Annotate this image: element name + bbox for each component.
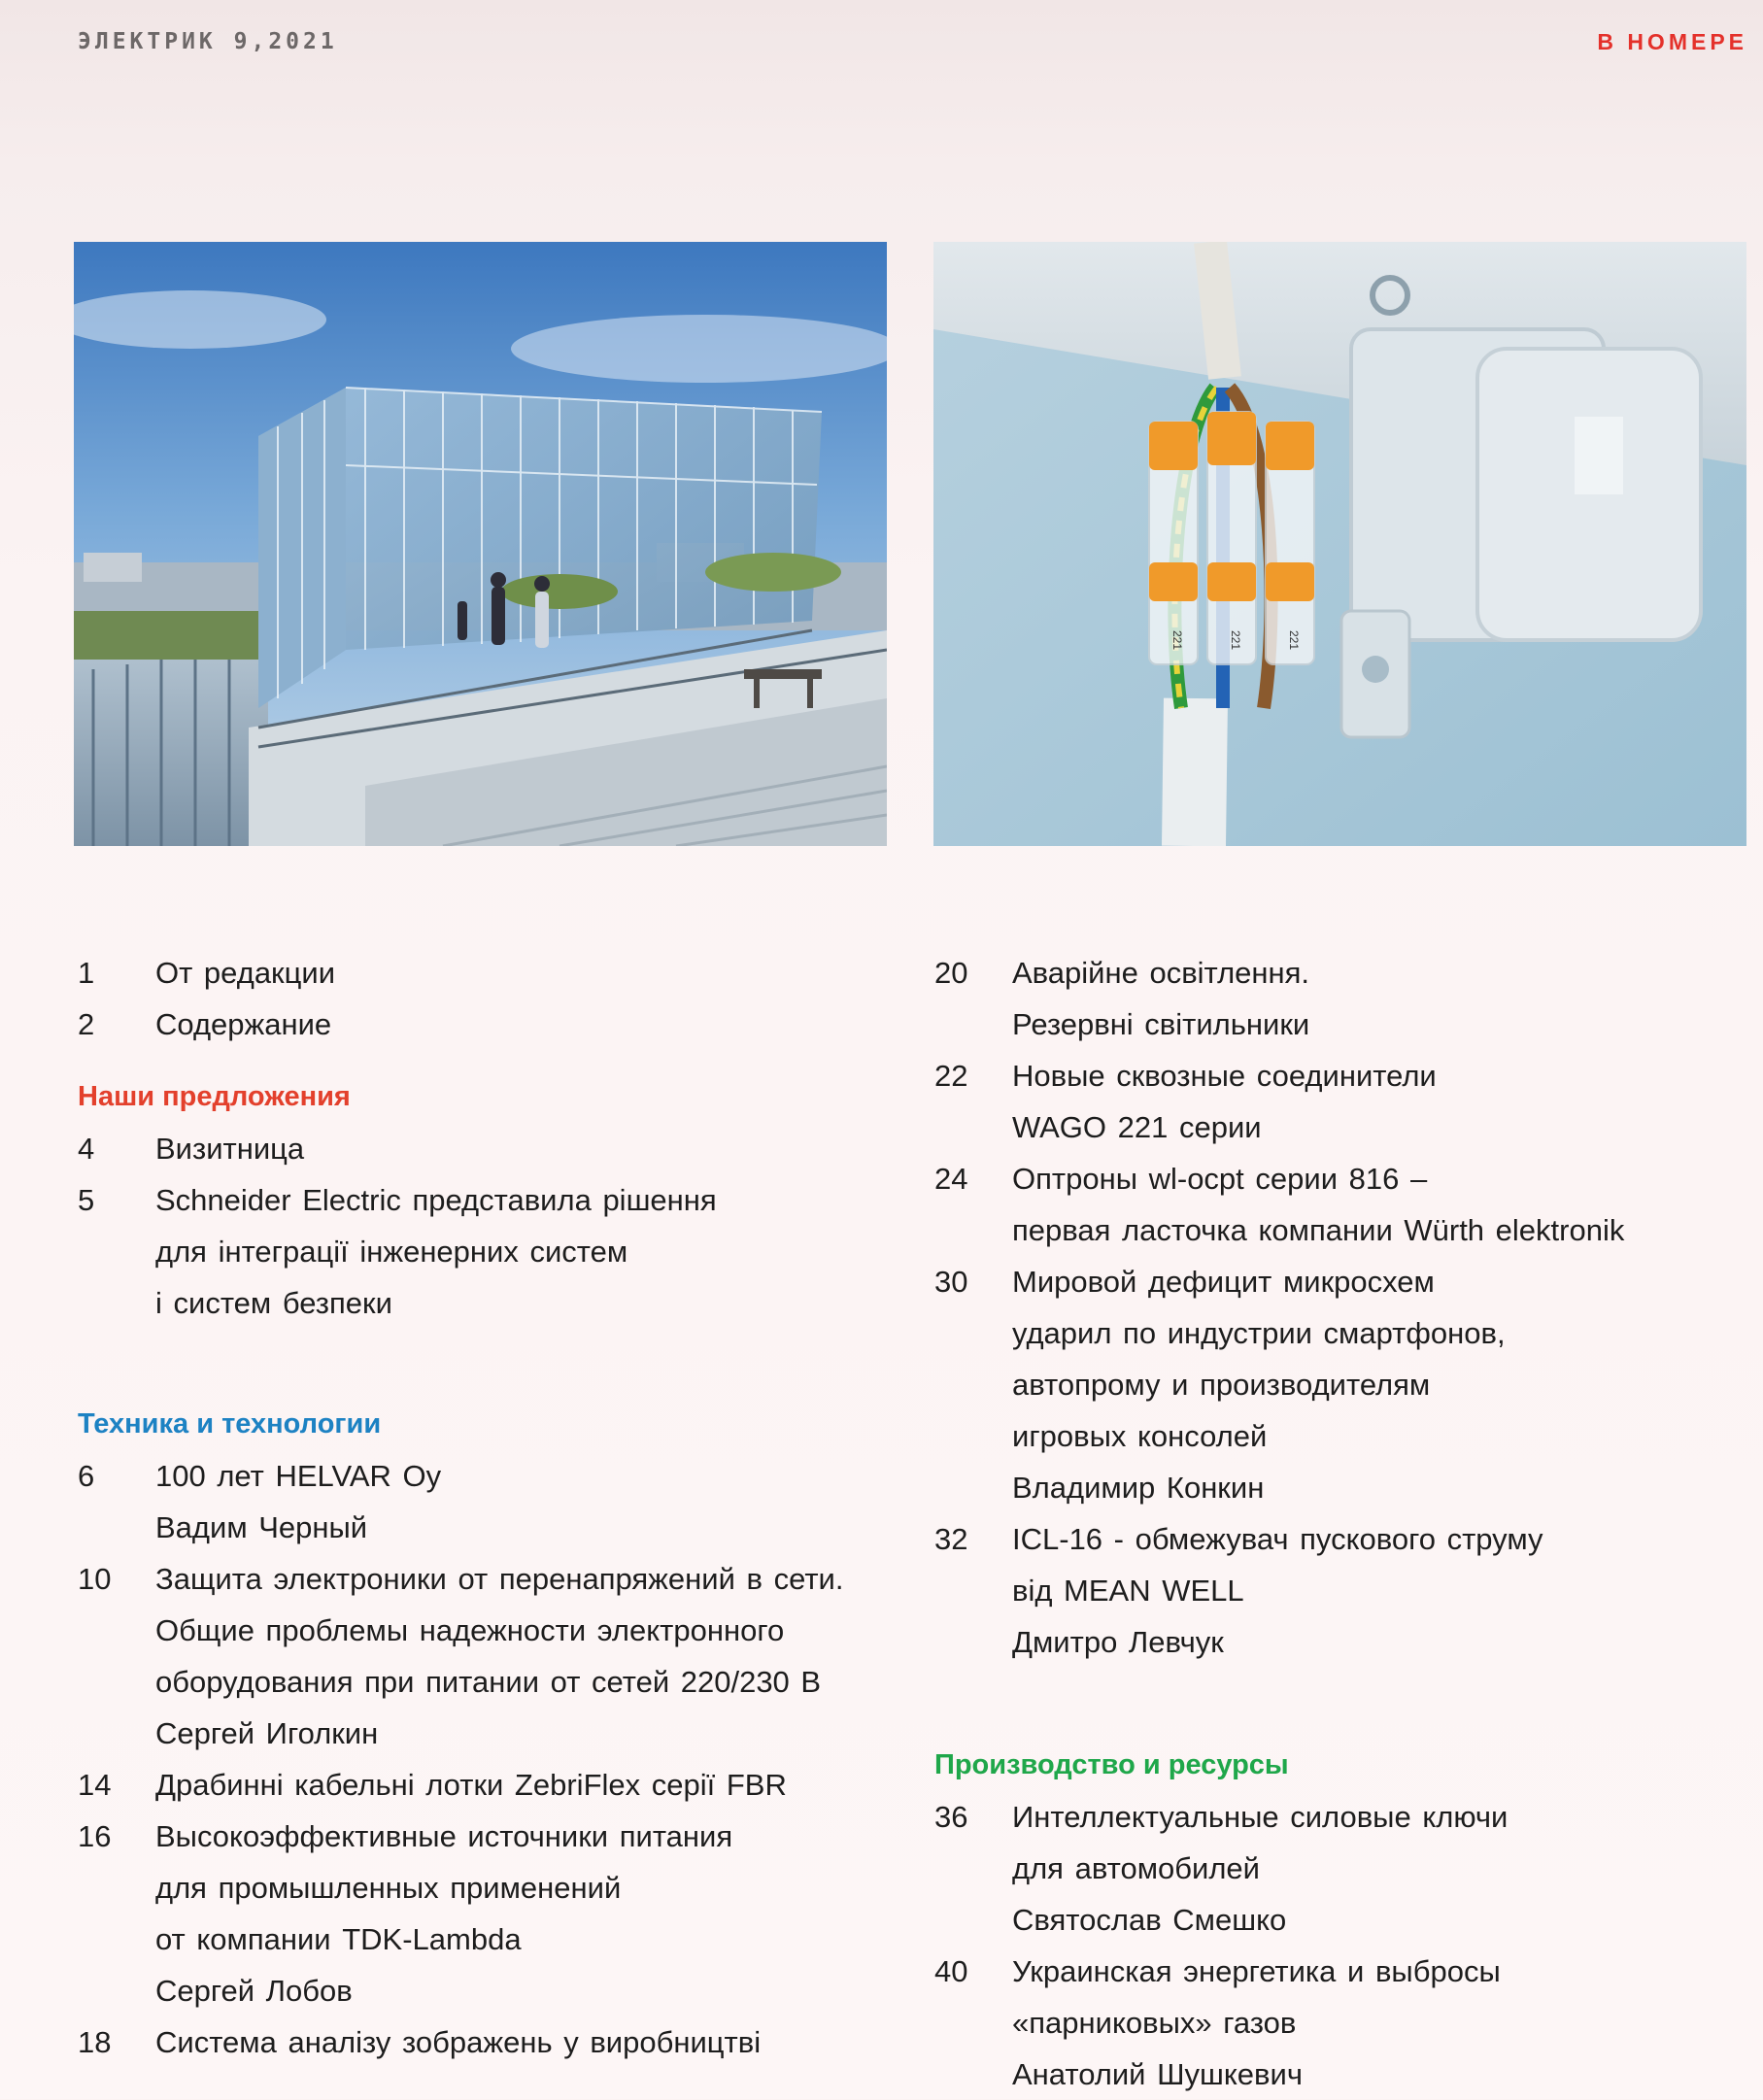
section-label: В НОМЕРЕ (1597, 29, 1747, 54)
toc-entry[interactable] (934, 1791, 1731, 1946)
toc-entry-title-line: Высокоэффективные источники питания (155, 1819, 733, 1853)
page-number: 6 (78, 1459, 95, 1493)
section-heading: Техника и технологии (78, 1408, 382, 1440)
toc-entry-title-line: для автомобилей (1012, 1851, 1260, 1885)
toc-entry-title-line: от компании TDK-Lambda (155, 1922, 522, 1956)
toc-entry-title-line: Украинская энергетика и выбросы (1012, 1954, 1501, 1988)
toc-entry-title-line: і систем безпеки (155, 1286, 392, 1320)
page-number: 36 (934, 1800, 968, 1834)
toc-entry[interactable] (78, 1811, 913, 2016)
connector-label: 221 (1287, 629, 1301, 651)
toc-entry[interactable] (78, 2016, 913, 2068)
building-photo (74, 242, 887, 846)
toc-entry-title-line: Интеллектуальные силовые ключи (1012, 1800, 1509, 1834)
toc-entry-title-line: Владимир Конкин (1012, 1471, 1265, 1505)
toc-entry[interactable] (934, 1946, 1731, 2100)
toc-entry-title-line: Мировой дефицит микросхем (1012, 1265, 1435, 1299)
page-number: 14 (78, 1768, 112, 1802)
toc-entry[interactable] (78, 999, 913, 1050)
toc-entry-title-line: Вадим Черный (155, 1510, 368, 1544)
wago-221-connectors (1149, 412, 1314, 664)
toc-entry-title-line: Сергей Лобов (155, 1974, 353, 2008)
toc-entry-title-line: Резервні світильники (1012, 1007, 1310, 1041)
toc-right-column (934, 947, 1731, 2100)
toc-entry-title-line: WAGO 221 серии (1012, 1110, 1262, 1144)
magazine-issue-label: ЭЛЕКТРИК 9,2021 (78, 29, 338, 54)
toc-entry-title-line: Святослав Смешко (1012, 1903, 1287, 1937)
toc-entry-title-line: игровых консолей (1012, 1419, 1268, 1453)
toc-entry-title-line: Визитница (155, 1132, 305, 1166)
section-heading: Наши предложения (78, 1081, 351, 1112)
toc-entry[interactable] (78, 947, 913, 999)
toc-entry-title-line: первая ласточка компании Würth elektronik (1012, 1213, 1625, 1247)
page-number: 40 (934, 1954, 968, 1988)
toc-entry-title-line: От редакции (155, 956, 336, 990)
page-number: 4 (78, 1132, 95, 1166)
toc-entry[interactable] (934, 1153, 1731, 1256)
toc-entry[interactable] (78, 1759, 913, 1811)
toc-entry-title-line: Schneider Electric представила рішення (155, 1183, 717, 1217)
toc-entry-title-line: Дмитро Левчук (1012, 1625, 1224, 1659)
toc-entry-title-line: Новые сквозные соединители (1012, 1059, 1437, 1093)
toc-entry[interactable] (934, 1513, 1731, 1668)
toc-entry-title-line: ударил по индустрии смартфонов, (1012, 1316, 1506, 1350)
toc-entry-title-line: Система аналізу зображень у виробництві (155, 2025, 762, 2059)
toc-entry-title-line: для інтеграції інженерних систем (155, 1235, 628, 1269)
toc-entry-title-line: Защита электроники от перенапряжений в сети. (155, 1562, 844, 1596)
toc-entry-title-line: Оптроны wl-ocpt серии 816 – (1012, 1162, 1428, 1196)
connector-label: 221 (1170, 629, 1184, 651)
toc-entry-title-line: 100 лет HELVAR Oy (155, 1459, 442, 1493)
toc-left-column (78, 947, 913, 2068)
page-number: 32 (934, 1522, 968, 1556)
wago-connectors-photo (933, 242, 1746, 846)
toc-entry-title-line: Анатолий Шушкевич (1012, 2057, 1303, 2091)
toc-entry[interactable] (934, 1256, 1731, 1513)
page-number: 10 (78, 1562, 112, 1596)
page-number: 16 (78, 1819, 112, 1853)
toc-entry-title-line: автопрому и производителям (1012, 1368, 1431, 1402)
toc-entry[interactable] (934, 1050, 1731, 1153)
toc-entry-title-line: Аварійне освітлення. (1012, 956, 1310, 990)
toc-entry[interactable] (78, 1174, 913, 1329)
connector-label: 221 (1229, 629, 1242, 651)
page-number: 20 (934, 956, 968, 990)
toc-entry-title-line: Сергей Иголкин (155, 1716, 379, 1750)
toc-entry-title-line: від MEAN WELL (1012, 1574, 1244, 1608)
toc-entry-title-line: Содержание (155, 1007, 332, 1041)
toc-entry[interactable] (78, 1450, 913, 1553)
section-heading: Производство и ресурсы (934, 1749, 1289, 1780)
toc-entry-title-line: для промышленных применений (155, 1871, 622, 1905)
page-number: 2 (78, 1007, 95, 1041)
toc-entry-title-line: ICL-16 - обмежувач пускового струму (1012, 1522, 1543, 1556)
page-number: 30 (934, 1265, 968, 1299)
toc-entry[interactable] (78, 1553, 913, 1759)
page-number: 1 (78, 956, 95, 990)
toc-entry-title-line: оборудования при питании от сетей 220/230 В (155, 1665, 822, 1699)
page-number: 24 (934, 1162, 968, 1196)
toc-entry-title-line: Общие проблемы надежности электронного (155, 1613, 785, 1647)
toc-entry-title-line: «парниковых» газов (1012, 2006, 1297, 2040)
toc-entry[interactable] (934, 947, 1731, 1050)
page-number: 22 (934, 1059, 968, 1093)
toc-entry[interactable] (78, 1123, 913, 1174)
toc-entry-title-line: Драбинні кабельні лотки ZebriFlex серії FBR (155, 1768, 787, 1802)
page-number: 18 (78, 2025, 112, 2059)
page-number: 5 (78, 1183, 95, 1217)
